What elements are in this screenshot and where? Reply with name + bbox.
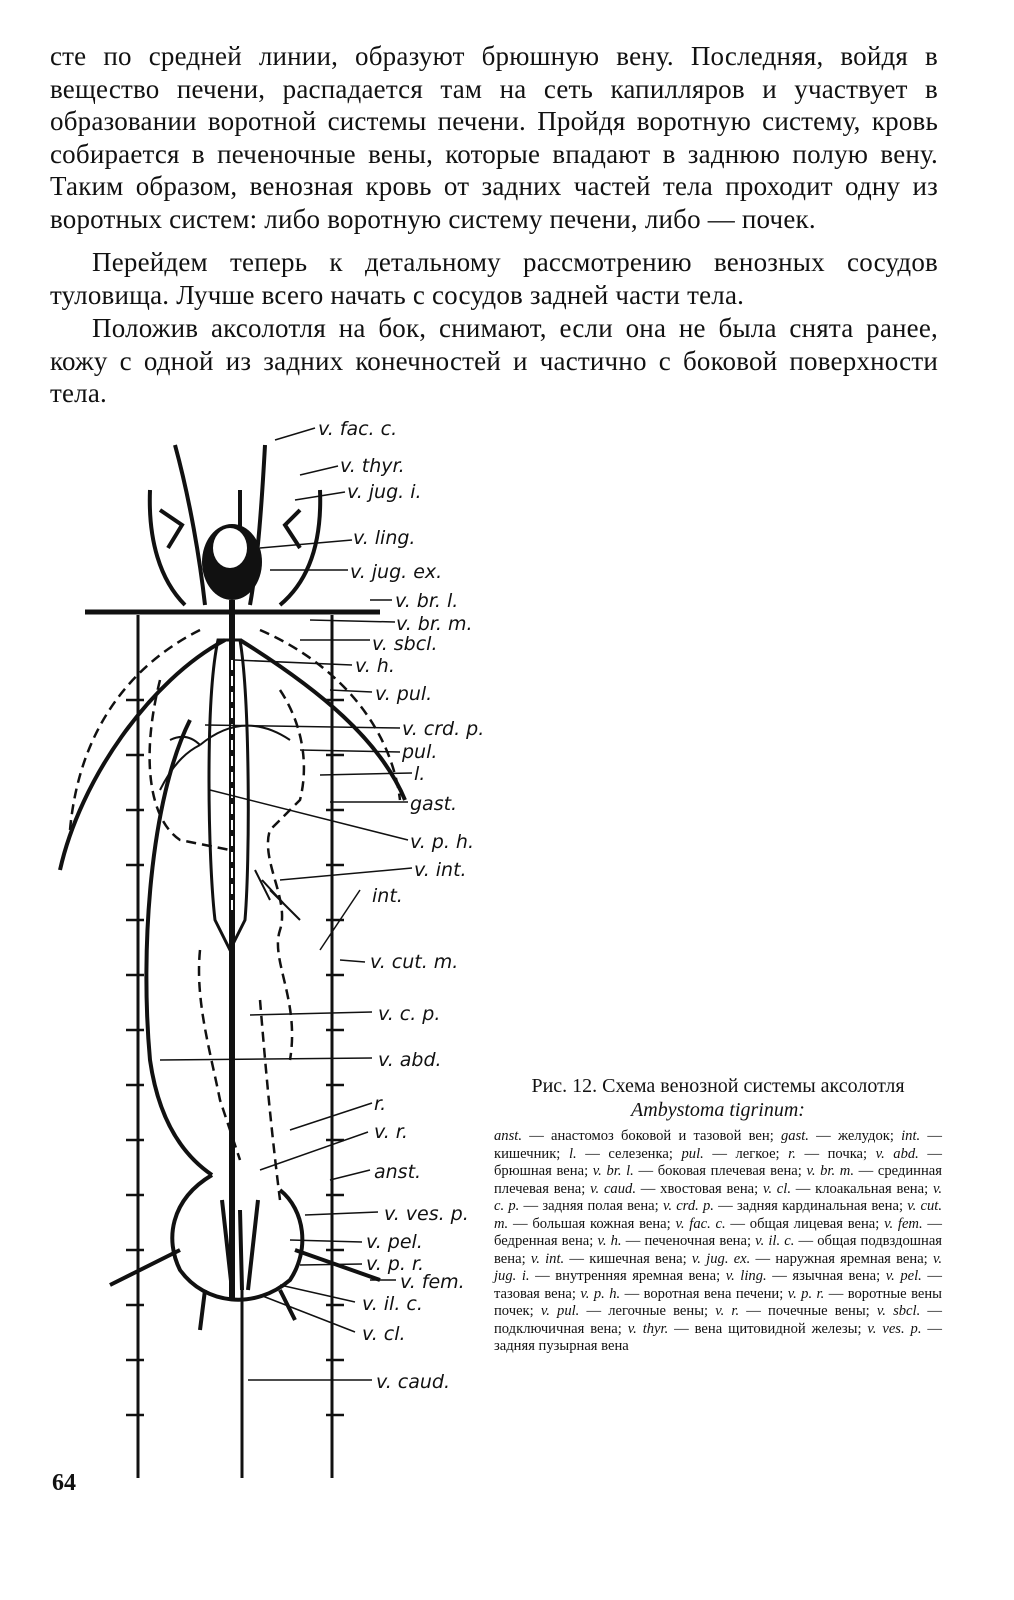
legend-definition: — брюшная вена; xyxy=(494,1145,942,1179)
legend-definition: — тазовая вена; xyxy=(494,1268,942,1302)
legend-definition: — бедренная вена; xyxy=(494,1215,942,1249)
legend-definition: — хвостовая вена; xyxy=(635,1180,763,1197)
legend-definition: — задняя полая вена; xyxy=(519,1198,663,1214)
page-number: 64 xyxy=(52,1470,76,1496)
legend-definition: — анастомоз боковой и тазовой вен; xyxy=(521,1128,781,1144)
label-int: int. xyxy=(372,885,403,907)
legend-abbr: v. ling. xyxy=(725,1268,767,1284)
legend-abbr: v. p. r. xyxy=(787,1285,825,1302)
legend-abbr: v. abd. xyxy=(875,1145,919,1162)
legend-abbr: gast. xyxy=(780,1128,809,1144)
legend-definition: — селезенка; xyxy=(576,1145,682,1162)
label-v-fac-c: v. fac. c. xyxy=(318,418,398,440)
label-v-int: v. int. xyxy=(414,859,467,881)
legend-definition: — печеночная вена; xyxy=(621,1233,756,1249)
legend-definition: — задняя пузырная вена xyxy=(494,1320,942,1354)
label-v-sbcl: v. sbcl. xyxy=(372,633,438,655)
legend-definition: — вена щитовидной железы; xyxy=(668,1320,868,1337)
label-v-ling: v. ling. xyxy=(353,527,416,549)
legend-definition: — большая кожная вена; xyxy=(508,1215,676,1232)
label-v-cut-m: v. cut. m. xyxy=(370,951,459,973)
legend-abbr: v. cl. xyxy=(762,1180,791,1197)
paragraph-1: сте по средней линии, образуют брюшную вену. Последняя, войдя в вещество печени, распадается там на сеть капилляров и участвует в образовании воротной системы печени. Пройдя воротную систему, кровь собирается в печеночные вены, которые впадают в заднюю полую вену. Таким образом, венозная кровь от задних частей тела проходит одну из воротных систем: либо воротную систему печени, либо — почек. xyxy=(50,41,938,234)
legend-definition: — почка; xyxy=(795,1145,876,1162)
legend-abbr: v. h. xyxy=(597,1233,622,1249)
label-v-p-r: v. p. r. xyxy=(366,1253,425,1275)
legend-definition: — язычная вена; xyxy=(766,1268,886,1284)
legend-abbr: v. caud. xyxy=(590,1180,636,1197)
label-r: r. xyxy=(374,1093,387,1115)
legend-abbr: v. fem. xyxy=(884,1215,923,1232)
label-pul: pul. xyxy=(402,741,438,763)
heart xyxy=(202,524,262,600)
label-v-abd: v. abd. xyxy=(378,1049,442,1071)
legend-abbr: v. il. c. xyxy=(755,1233,795,1249)
legend-abbr: pul. xyxy=(681,1145,704,1162)
legend-definition: — наружная яремная вена; xyxy=(750,1250,933,1267)
legend-abbr: v. br. l. xyxy=(592,1163,634,1179)
label-v-h: v. h. xyxy=(355,655,395,677)
label-v-thyr: v. thyr. xyxy=(340,455,405,477)
legend-abbr: v. jug. ex. xyxy=(691,1250,751,1267)
figure-labels xyxy=(318,418,484,1393)
caption-title: Рис. 12. Схема венозной системы аксолотля xyxy=(531,1075,905,1097)
label-gast: gast. xyxy=(410,793,458,815)
label-v-cl: v. cl. xyxy=(362,1323,406,1345)
legend-abbr: v. r. xyxy=(715,1303,740,1319)
legend-abbr: v. thyr. xyxy=(627,1320,669,1337)
legend-definition: — воротные вены почек; xyxy=(494,1285,942,1319)
label-anst: anst. xyxy=(374,1161,422,1183)
legend-abbr: v. pul. xyxy=(540,1303,580,1319)
label-v-pul: v. pul. xyxy=(375,683,433,705)
legend-abbr: int. xyxy=(901,1128,921,1144)
caption-species: Ambystoma tigrinum: xyxy=(631,1099,805,1121)
legend-abbr: r. xyxy=(788,1145,796,1162)
legend-definition: — задняя кардинальная вена; xyxy=(713,1198,908,1214)
label-v-pel: v. pel. xyxy=(366,1231,423,1253)
label-v-crd-p: v. crd. p. xyxy=(402,718,485,740)
legend-abbr: l. xyxy=(568,1145,577,1162)
legend-abbr: v. c. p. xyxy=(494,1180,942,1214)
paragraph-3: Положив аксолотля на бок, снимают, если она не была снята ранее, кожу с одной из задних конечностей и частично с боковой поверхности тела. xyxy=(50,313,938,408)
label-v-jug-i: v. jug. i. xyxy=(347,481,422,503)
legend-abbr: v. p. h. xyxy=(580,1285,621,1302)
legend-abbr: v. br. m. xyxy=(806,1163,854,1179)
label-v-il-c: v. il. c. xyxy=(362,1293,423,1315)
label-v-ves-p: v. ves. p. xyxy=(384,1203,469,1225)
legend-abbr: v. crd. p. xyxy=(662,1198,714,1214)
legend-abbr: v. pel. xyxy=(885,1268,922,1284)
legend-abbr: v. fac. c. xyxy=(675,1215,726,1232)
legend-definition: — желудок; xyxy=(808,1128,902,1144)
legend-definition: — подключичная вена; xyxy=(494,1303,942,1337)
legend-definition: — общая подвздошная вена; xyxy=(494,1233,943,1267)
paragraph-2: Перейдем теперь к детальному рассмотрению венозных сосудов туловища. Лучше всего начать с сосудов задней части тела. xyxy=(50,247,938,310)
legend-abbr: v. ves. p. xyxy=(867,1320,922,1337)
vena-cava xyxy=(209,600,248,1300)
legend-abbr: v. int. xyxy=(530,1250,565,1267)
venous-system-figure xyxy=(40,400,490,1490)
label-v-r: v. r. xyxy=(374,1121,408,1143)
label-v-c-p: v. c. p. xyxy=(378,1003,441,1025)
legend-definition: — легкое; xyxy=(703,1145,789,1162)
legend-definition: — воротная вена печени; xyxy=(620,1285,788,1302)
label-v-fem: v. fem. xyxy=(400,1271,465,1293)
label-v-p-h: v. p. h. xyxy=(410,831,474,853)
label-v-caud: v. caud. xyxy=(376,1371,451,1393)
label-v-br-l: v. br. l. xyxy=(395,590,459,612)
legend-definition: — боковая плечевая вена; xyxy=(633,1163,807,1179)
label-v-br-m: v. br. m. xyxy=(396,613,473,635)
figure-caption xyxy=(494,1074,942,1122)
legend-definition: — легочные вены; xyxy=(579,1303,716,1319)
legend-abbr: anst. xyxy=(494,1128,522,1144)
legend-abbr: v. sbcl. xyxy=(876,1303,921,1319)
legend-definition: — внутренняя яремная вена; xyxy=(529,1268,726,1284)
legend-definition: — клоакальная вена; xyxy=(790,1180,933,1197)
legend-definition: — кишечная вена; xyxy=(564,1250,692,1267)
legend-abbr: v. jug. i. xyxy=(494,1250,943,1284)
label-v-jug-ex: v. jug. ex. xyxy=(350,561,443,583)
legend-abbr: v. cut. m. xyxy=(494,1198,942,1232)
legend-definition: — срединная плечевая вена; xyxy=(494,1163,942,1197)
legend-definition: — кишечник; xyxy=(494,1128,942,1162)
figure-legend xyxy=(494,1128,942,1356)
label-l: l. xyxy=(414,763,426,785)
legend-definition: — почечные вены; xyxy=(739,1303,877,1319)
legend-definition: — общая лицевая вена; xyxy=(725,1215,885,1232)
